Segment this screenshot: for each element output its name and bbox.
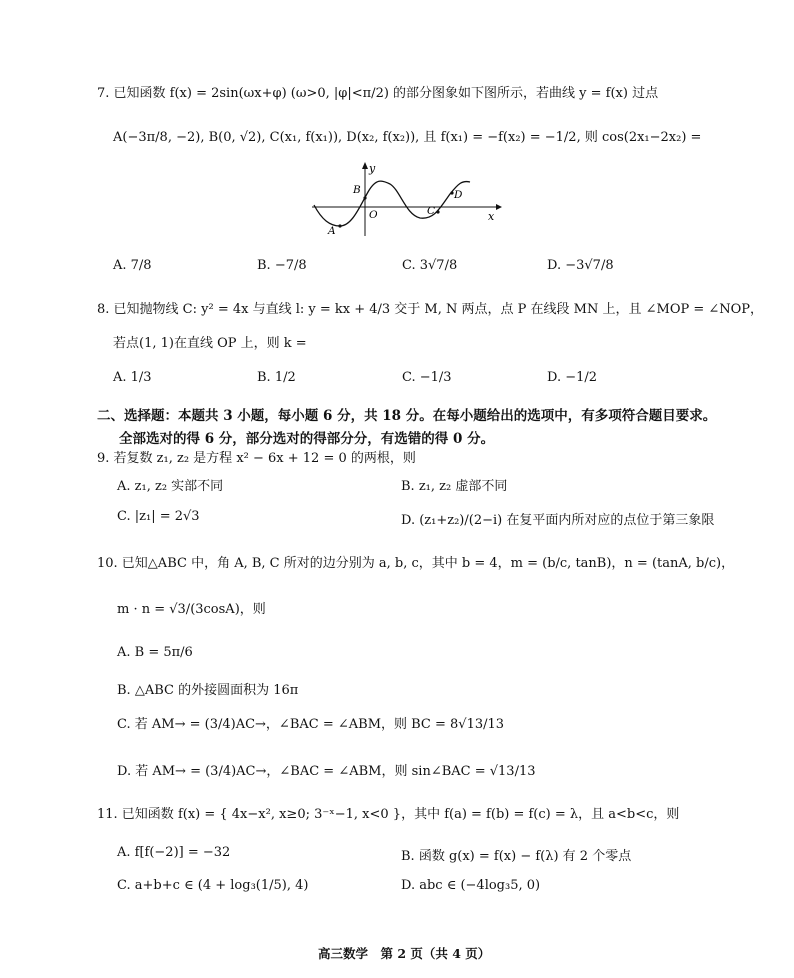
q8-stem-line1: 8. 已知抛物线 C: y² = 4x 与直线 l: y = kx + 4/3 交于 M, N 两点，点 P 在线段 MN 上，且 ∠MOP = ∠NOP， — [97, 302, 764, 317]
q11-option-a: A. f[f(−2)] = −32 — [117, 845, 231, 860]
label-a: A — [328, 225, 336, 237]
label-x: x — [488, 210, 495, 223]
q10-option-a: A. B = 5π/6 — [117, 645, 193, 660]
q7-option-c: C. 3√7/8 — [402, 258, 458, 273]
q11-option-c: C. a+b+c ∈ (4 + log₃(1/5), 4) — [117, 878, 309, 893]
q9-option-b: B. z₁, z₂ 虚部不同 — [401, 479, 508, 494]
section2-heading-line2: 全部选对的得 6 分，部分选对的得部分分，有选错的得 0 分。 — [119, 431, 495, 447]
page-footer: 高三数学 第 2 页（共 4 页） — [318, 946, 491, 961]
sine-graph — [310, 160, 510, 238]
q7-option-b: B. −7/8 — [257, 258, 307, 273]
label-y: y — [369, 162, 376, 175]
q8-option-d: D. −1/2 — [547, 370, 598, 385]
point-a — [338, 224, 341, 227]
label-c: C — [427, 205, 436, 217]
q8-stem-line2: 若点(1, 1)在直线 OP 上，则 k = — [113, 336, 307, 351]
q11-option-b: B. 函数 g(x) = f(x) − f(λ) 有 2 个零点 — [401, 849, 632, 864]
q8-option-a: A. 1/3 — [113, 370, 152, 385]
q7-stem-line2: A(−3π/8, −2), B(0, √2), C(x₁, f(x₁)), D(x₂, f(x₂)), 且 f(x₁) = −f(x₂) = −1/2, 则 cos(2x₁−2x₂) = — [113, 130, 702, 145]
label-b: B — [353, 184, 361, 196]
q11-option-d: D. abc ∈ (−4log₃5, 0) — [401, 878, 541, 893]
section2-heading-line1: 二、选择题：本题共 3 小题，每小题 6 分，共 18 分。在每小题给出的选项中，有多项符合题目要求。 — [97, 408, 717, 424]
q9-option-d: D. (z₁+z₂)/(2−i) 在复平面内所对应的点位于第三象限 — [401, 513, 715, 528]
q8-option-b: B. 1/2 — [257, 370, 296, 385]
q9-option-a: A. z₁, z₂ 实部不同 — [117, 479, 224, 494]
q10-stem-line1: 10. 已知△ABC 中，角 A, B, C 所对的边分别为 a, b, c，其中 b = 4，m = (b/c, tanB)，n = (tanA, b/c)， — [97, 556, 735, 571]
q10-option-c: C. 若 AM→ = (3/4)AC→，∠BAC = ∠ABM，则 BC = 8√13/13 — [117, 717, 505, 732]
label-origin: O — [369, 209, 378, 221]
q7-option-a: A. 7/8 — [113, 258, 152, 273]
q7-stem-line1: 7. 已知函数 f(x) = 2sin(ωx+φ) (ω>0, |φ|<π/2) 的部分图象如下图所示，若曲线 y = f(x) 过点 — [97, 86, 659, 101]
q9-option-c: C. |z₁| = 2√3 — [117, 509, 200, 524]
point-b — [363, 196, 366, 199]
q10-option-b: B. △ABC 的外接圆面积为 16π — [117, 683, 299, 698]
q7-option-d: D. −3√7/8 — [547, 258, 614, 273]
q11-stem: 11. 已知函数 f(x) = { 4x−x², x≥0; 3⁻ˣ−1, x<0 }，其中 f(a) = f(b) = f(c) = λ，且 a<b<c，则 — [97, 807, 680, 822]
q8-option-c: C. −1/3 — [402, 370, 452, 385]
q9-stem: 9. 若复数 z₁, z₂ 是方程 x² − 6x + 12 = 0 的两根，则 — [97, 451, 416, 466]
point-c — [436, 210, 439, 213]
label-d: D — [454, 189, 463, 201]
q10-stem-line2: m · n = √3/(3cosA)，则 — [117, 602, 266, 617]
q10-option-d: D. 若 AM→ = (3/4)AC→，∠BAC = ∠ABM，则 sin∠BAC = √13/13 — [117, 764, 536, 779]
